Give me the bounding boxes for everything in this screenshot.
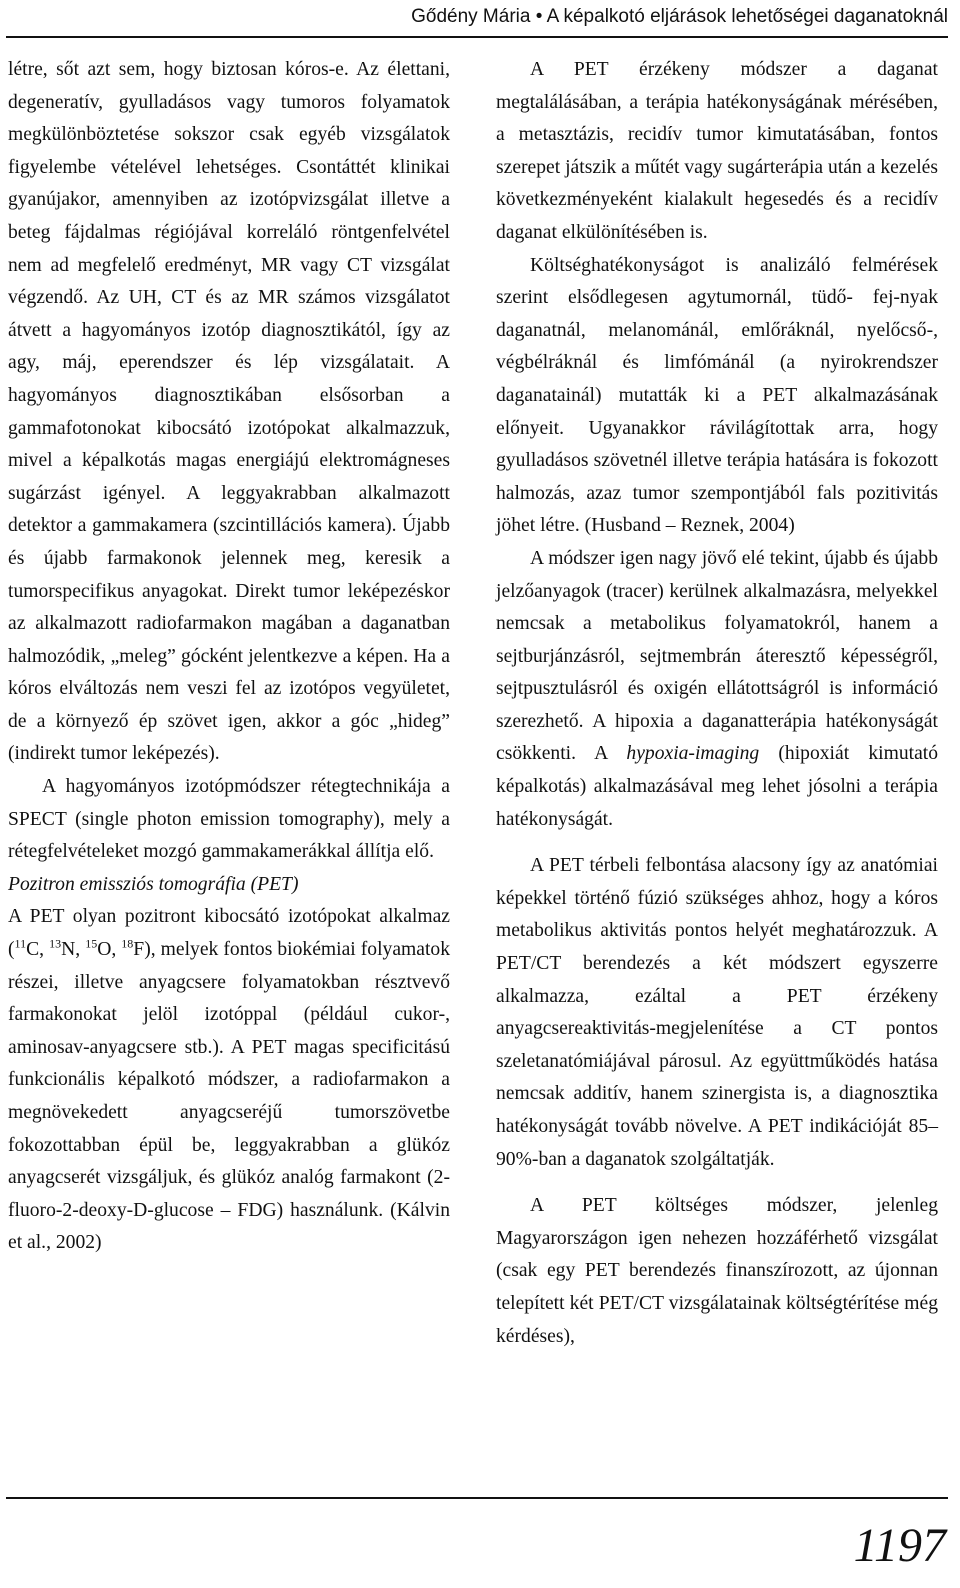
isotope-symbol: F: [133, 939, 145, 961]
paragraph: Költséghatékonyságot is analizáló felmérések szerint elsődlegesen agytumornál, tüdő- fej-nyak daganatnál, melanománál, emlőráknál, nyelőcső-, végbélráknál és limfómánál (a nyirokrendszer daganatainál) mutatták ki a PET alkalmazásának előnyeit. Ugyanakkor rávilágítottak arra, hogy gyulladásos szövetnél illetve terápia hatására is fokozott halmozás, azaz tumor szempontjából fals pozitivitás jöhet létre. (Husband – Reznek, 2004): [496, 254, 938, 537]
isotope-symbol: O,: [97, 939, 122, 961]
left-column: [8, 54, 450, 1260]
header-rule: [6, 36, 948, 38]
isotope-symbol: N,: [61, 939, 86, 961]
running-header: Gődény Mária • A képalkotó eljárások lehetőségei daganatoknál: [411, 6, 948, 27]
italic-term: hypoxia-imaging: [626, 743, 760, 765]
paragraph: létre, sőt azt sem, hogy biztosan kóros-e. Az élettani, degeneratív, gyulladásos vagy tumoros folyamatok megkülönböztetése sokszor csak egyéb vizsgálatok figyelembe vételével lehetséges. Csontáttét klinikai gyanújakor, amennyiben az izotópvizsgálat illetve a beteg fájdalmas régiójával korreláló röntgenfelvétel nem ad megfelelő eredményt, MR vagy CT vizsgálat végzendő. Az UH, CT és az MR számos vizsgálatot átvett a hagyományos izotóp diagnosztikától, így az agy, máj, eperendszer és lép vizsgálatait. A hagyományos diagnosztikában elsősorban a gammafotonokat kibocsátó izotópokat alkalmazzuk, mivel a képalkotás magas energiájú elektromágneses sugárzást igényel. A leggyakrabban alkalmazott detektor a gammakamera (szcintillációs kamera). Újabb és újabb farmakonok jelennek meg, keresik a tumorspecifikus anyagokat. Direkt tumor leképezéskor az alkalmazott radiofarmakon magában a daganatban halmozódik, „meleg” gócként jelentkezve a képen. Ha a kóros elváltozás nem veszi fel az izotópos vegyületet, de a környező ép szövet igen, akkor a góc „hideg” (indirekt tumor leképezés).: [8, 59, 450, 765]
section-heading: Pozitron emissziós tomográfia (PET): [8, 873, 299, 895]
isotope-mass: 11: [14, 936, 27, 951]
paragraph-text: A módszer igen nagy jövő elé tekint, újabb és újabb jelzőanyagok (tracer) kerülnek alkalmazásra, melyekkel nemcsak a metabolikus folyamatokról, hanem a sejtburjánzásról, sejtmembrán áteresztő képességről, sejtpusztulásról és oxigén ellátottságról is információ szerezhető. A hipoxia a daganatterápia hatékonyságát csökkenti. A: [496, 547, 938, 765]
paragraph: [8, 901, 450, 1260]
isotope-mass: 13: [49, 936, 62, 951]
right-column: [496, 54, 938, 1353]
paragraph-text: (hipoxiát kimutató képalkotás) alkalmazásával meg lehet jósolni a terápia hatékonyságát.: [496, 743, 939, 830]
page-number: 1197: [853, 1519, 946, 1572]
paragraph: A PET térbeli felbontása alacsony így az anatómiai képekkel történő fúzió szükséges ahhoz, hogy a kóros metabolikus aktivitás pontos helyét meghatározzuk. A PET/CT berendezés a két módszert egyszerre alkalmazza, ezáltal a PET érzékeny anyagcsereaktivitás-megjelenítése a CT pontos szeletanatómiájával párosul. Az együttműködés hatása nemcsak additív, hanem szinergista is, a diagnosztika hatékonyságát tovább növelve. A PET indikációját 85–90%-ban a daganatok szolgáltatják.: [496, 855, 938, 1170]
paragraph: [496, 543, 938, 836]
isotope-symbol: C,: [26, 939, 50, 961]
isotope-mass: 15: [85, 936, 98, 951]
paragraph-text: ), melyek fontos biokémiai folyamatok részei, illetve anyagcsere folyamatokban résztvevő farmakonokat jelöl izotóppal (például cukor-, aminosav-anyagcsere stb.). A PET magas specificitású funkcionális képalkotó módszer, a radiofarmakon a megnövekedett anyagcseréjű tumorszövetbe fokozottabban épül be, leggyakrabban a glükóz anyagcserét vizsgáljuk, és glükóz analóg farmakont (2-fluoro-2-deoxy-D-glucose – FDG) használunk. (Kálvin et al., 2002): [8, 939, 451, 1254]
paragraph: A PET költséges módszer, jelenleg Magyarországon igen nehezen hozzáférhető vizsgálat (csak egy PET berendezés finanszírozott, az újonnan telepített két PET/CT vizsgálatainak költségtérítése még kérdéses),: [496, 1195, 938, 1347]
isotope-mass: 18: [121, 936, 134, 951]
footer-rule: [6, 1497, 948, 1499]
paragraph: A PET érzékeny módszer a daganat megtalálásában, a terápia hatékonyságának mérésében, a metasztázis, recidív tumor kimutatásában, fontos szerepet játszik a műtét vagy sugárterápia után a kezelés következményeként kialakult hegesedés és a recidív daganat elkülönítésében is.: [496, 59, 938, 243]
paragraph-text: A PET olyan pozitront kibocsátó izotópokat alkalmaz (: [8, 906, 450, 961]
paragraph: A hagyományos izotópmódszer rétegtechnikája a SPECT (single photon emission tomography), mely a rétegfelvételeket mozgó gammakamerákkal állítja elő.: [8, 776, 450, 863]
